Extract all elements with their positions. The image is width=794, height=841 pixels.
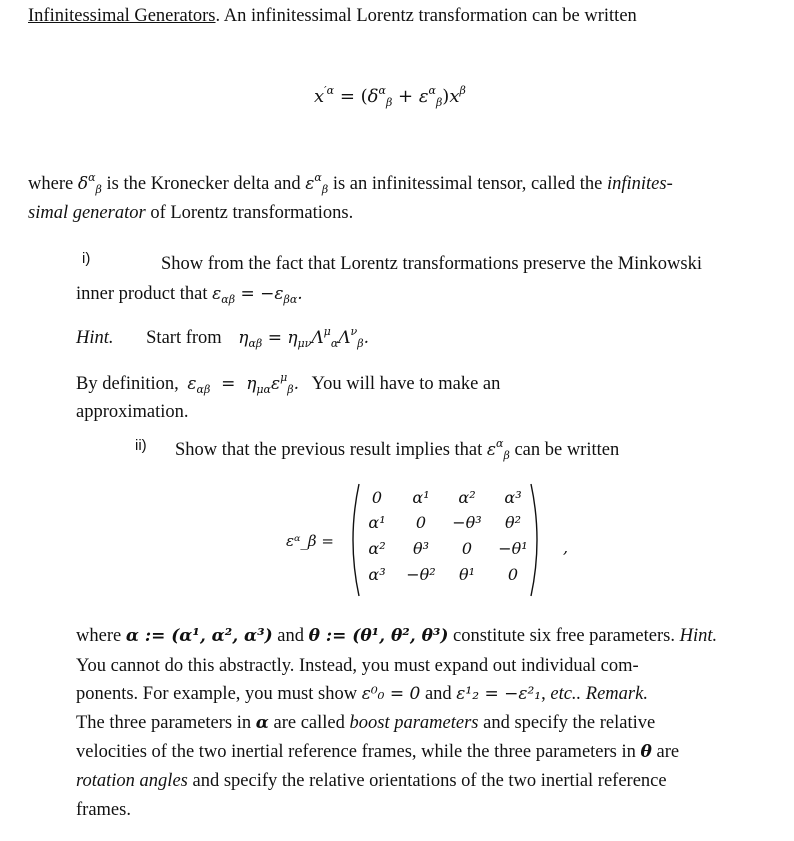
part-i-text-2: inner product that $\varepsilon_{\alpha\beta} = -\varepsilon_{\beta\alpha}$. [76,284,303,306]
matrix-cell-1-2: −θ³ [452,513,482,532]
intro-text: . An infinitessimal Lorentz transformation can be written [215,6,637,26]
part-i-label: i) [82,250,91,267]
matrix-cell-0-1: α¹ [412,488,430,507]
definition-line-2: approximation. [76,402,189,422]
part-ii-text: Show that the previous result implies that $\varepsilon^\alpha_\beta$ can be written [175,437,620,462]
matrix-cell-0-3: α³ [504,488,522,507]
matrix-cell-1-0: α¹ [368,513,386,532]
closing-line-2: You cannot do this abstractly. Instead, you must expand out individual com- [76,656,639,676]
hint-label: Hint. [76,328,114,348]
closing-line-3: ponents. For example, you must show ε⁰₀ = 0 and ε¹₂ = −ε²₁, etc.. Remark. [76,684,648,704]
matrix-lhs: εᵅ_β = [286,532,334,550]
closing-line-7: frames. [76,800,131,820]
lorentz-equation: $x^{'\alpha} = (\delta^\alpha_\beta + \varepsilon^\alpha_\beta)x^\beta$ [314,84,466,109]
closing-line-1: where α := (α¹, α², α³) and θ := (θ¹, θ², θ³) constitute six free parameters. Hint. [76,626,718,646]
matrix-cell-0-2: α² [458,488,476,507]
matrix-cell-3-3: 0 [507,565,519,584]
matrix-cell-1-3: θ² [504,513,522,532]
where-line-2: simal generator of Lorentz transformations. [28,203,354,223]
definition-line: By definition, $\varepsilon_{\alpha\beta} = \eta_{\mu\alpha}\varepsilon^\mu_\beta$. You will have to make an [76,371,501,396]
matrix-cell-3-2: θ¹ [458,565,476,584]
matrix-cell-2-2: 0 [461,539,473,558]
part-ii-label: ii) [135,437,147,454]
matrix-cell-3-1: −θ² [406,565,436,584]
heading-line [28,2,637,30]
part-i-text-1: Show from the fact that Lorentz transformations preserve the Minkowski [161,254,702,274]
matrix-cell-2-1: θ³ [412,539,430,558]
matrix-cell-3-0: α³ [368,565,386,584]
matrix-cell-1-1: 0 [415,513,427,532]
matrix-cell-2-3: −θ¹ [498,539,528,558]
section-heading: Infinitessimal Generators [28,6,216,26]
closing-line-6: rotation angles and specify the relative orientations of the two inertial reference [76,771,667,791]
hint-line: Hint. Start from $\eta_{\alpha\beta} = \eta_{\mu\nu}\Lambda^\mu_\alpha\Lambda^\nu_\beta$. [76,325,369,350]
where-line-1: where $\delta^\alpha_\beta$ is the Kronecker delta and $\varepsilon^\alpha_\beta$ is an infinitessimal tensor, called the infinites- [28,171,673,196]
closing-line-4: The three parameters in α are called boost parameters and specify the relative [76,713,656,733]
closing-line-5: velocities of the two inertial reference frames, while the three parameters in θ are [76,742,680,762]
matrix-trailing-comma: , [563,538,569,557]
generator-matrix [345,480,545,600]
matrix-cell-0-0: 0 [371,488,383,507]
matrix-cell-2-0: α² [368,539,386,558]
